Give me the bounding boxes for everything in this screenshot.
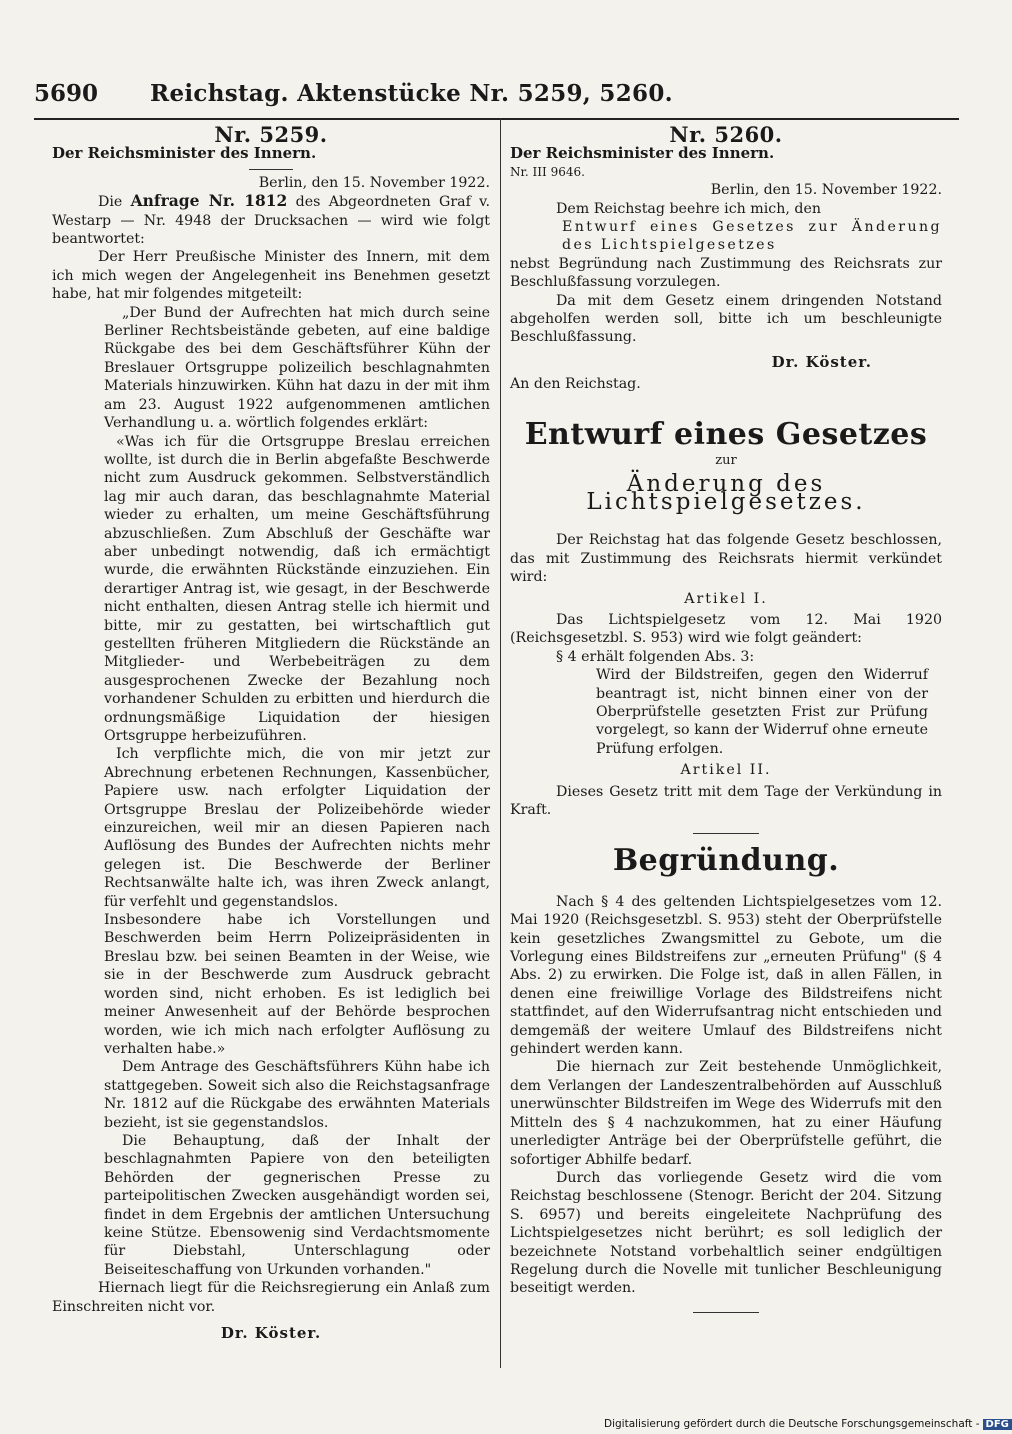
begruendung-paragraph: Die hiernach zur Zeit bestehende Unmöglichkeit, dem Verlangen der Landeszentralbehörden auf Ausschluß unerwünschter Bildstreifen im Wege des Widerrufs mit den Mitteln des § 4 nachzukommen, hat zu einer Häufung unerledigter Anträge bei der Oberprüfstelle geführt, die sofortiger Abhilfe bedarf. (510, 1059, 942, 1168)
page-number: 5690 (34, 80, 99, 107)
header-rule (34, 118, 959, 120)
article-2-heading: Artikel II. (680, 762, 772, 779)
page-header (34, 80, 679, 120)
zur-label: zur (715, 453, 737, 469)
sender: Der Reichsminister des Innern. (510, 144, 775, 163)
nr-5260-title: Nr. 5260. (669, 122, 783, 147)
dateline: Berlin, den 15. November 1922. (710, 182, 942, 199)
article-1-text: Das Lichtspielgesetz vom 12. Mai 1920 (Reichsgesetzbl. S. 953) wird wie folgt geändert: (510, 611, 942, 647)
sender: Der Reichsminister des Innern. (52, 144, 317, 163)
signature: Dr. Köster. (771, 352, 872, 371)
paragraph: Dem Reichstag beehre ich mich, den (556, 200, 822, 217)
right-column (510, 122, 942, 1327)
short-rule (249, 169, 293, 170)
left-column (52, 122, 490, 1346)
quote-paragraph: „Der Bund der Aufrechten hat mich durch seine Berliner Rechtsbeistände gebeten, auf eine baldige Rückgabe des bei dem Geschäftsführer Kühn der Breslauer Ortsgruppe polizeilich beschlagnahmten Materials hinzuwirken. Kühn hat dazu in der mit ihm am 23. August 1922 aufgenommenen amtlichen Verhandlung u. a. wörtlich folgendes erklärt: (104, 304, 490, 432)
begruendung-paragraph: Nach § 4 des geltenden Lichtspielgesetzes vom 12. Mai 1920 (Reichsgesetzbl. S. 953) steht der Oberprüfstelle kein gesetzliches Zwangsmittel zu Gebote, um die Vorlegung eines Bildstreifens zur „erneuten Prüfung" (§ 4 Abs. 2) zu erwirken. Die Folge ist, daß in allen Fällen, in denen eine freiwillige Vorlage des Bildstreifens nicht stattfindet, auf den Widerrufsantrag nicht entschieden und demgemäß der weitere Umlauf des Bildstreifens nicht gehindert werden kann. (510, 893, 942, 1058)
footer-text: Digitalisierung gefördert durch die Deutsche Forschungsgemeinschaft - (604, 1418, 980, 1430)
article-1-heading: Artikel I. (684, 590, 768, 607)
column-divider (500, 118, 501, 1368)
begruendung-heading: Begründung. (612, 843, 840, 879)
signature: Dr. Köster. (220, 1324, 322, 1342)
intro-paragraph (52, 192, 490, 248)
begruendung-paragraph: Durch das vorliegende Gesetz wird die vom Reichstag beschlossene (Stenogr. Bericht der 204. Sitzung S. 6957) und bereits eingeleitete Nachprüfung des Lichtspielgesetzes nicht berührt; es soll lediglich der bezeichnete Notstand vorbehaltlich seiner endgültigen Regelung durch die Novelle mit tunlicher Beschleunigung beseitigt werden. (510, 1169, 942, 1297)
intro-rest: des Abgeordneten Graf v. Westarp — Nr. 4948 der Drucksachen — wird wie folgt beantwortet: (52, 194, 490, 248)
article-2-text: Dieses Gesetz tritt mit dem Tage der Verkündung in Kraft. (510, 783, 942, 818)
addressee: An den Reichstag. (510, 376, 641, 393)
running-title: Reichstag. Aktenstücke Nr. 5259, 5260. (150, 80, 673, 107)
quote-paragraph: Die Behauptung, daß der Inhalt der beschlagnahmten Papiere von den beteiligten Behörden der gegnerischen Presse zu parteipolitischen Zwecken ausgehändigt worden sei, findet in dem Ergebnis der amtlichen Untersuchung keine Stütze. Ebensowenig sind Verdachtsmomente für Diebstahl, Unterschlagung oder Beiseiteschaffung von Urkunden vorhanden." (104, 1132, 490, 1278)
paragraph: nebst Begründung nach Zustimmung des Reichsrats zur Beschlußfassung vorzulegen. (510, 255, 942, 291)
paragraph: Hiernach liegt für die Reichsregierung ein Anlaß zum Einschreiten nicht vor. (52, 1280, 490, 1315)
quote-paragraph: Dem Antrage des Geschäftsführers Kühn habe ich stattgegeben. Soweit sich also die Reichstagsanfrage Nr. 1812 auf die Rückgabe des erwähnten Materials bezieht, ist sie gegenstandslos. (104, 1059, 490, 1131)
digitization-footer (604, 1418, 1012, 1430)
short-rule (693, 833, 759, 834)
dfg-logo: DFG (983, 1419, 1012, 1430)
quote-paragraph: Insbesondere habe ich Vorstellungen und Beschwerden beim Herrn Polizeipräsidenten in Breslau bzw. bei seinen Beamten in der Weise, wie sie in der Beschwerde zum Ausdruck gebracht worden sind, nicht erhoben. Es ist lediglich bei meiner Anwesenheit auf der Behörde besprochen worden, wie ich mich nach erfolgter Auflösung zu verhalten habe.» (104, 912, 490, 1057)
intro-prefix: Die (98, 194, 123, 211)
draft-title-inline: Entwurf eines Gesetzes zur Änderung des Lichtspielgesetzes (562, 219, 942, 254)
preamble: Der Reichstag hat das folgende Gesetz beschlossen, das mit Zustimmung des Reichsrats hiermit verkündet wird: (510, 532, 942, 586)
quote-paragraph: Ich verpflichte mich, die von mir jetzt zur Abrechnung erbetenen Rechnungen, Kassenbücher, Papiere usw. nach erfolgter Liquidation der Ortsgruppe Breslau der Polizeibehörde wieder einzureichen, weil mir an diesen Papieren nach Auflösung des Bundes der Aufrechten nichts mehr gelegen ist. Die Beschwerde der Berliner Rechtsanwälte halte ich, was ihren Zweck anlangt, für verfehlt und gegenstandslos. (104, 746, 490, 910)
article-1-paragraph: § 4 erhält folgenden Abs. 3: (556, 648, 755, 665)
reference-number: Nr. III 9646. (510, 164, 585, 179)
entwurf-heading: Entwurf eines Gesetzes (524, 416, 928, 452)
short-rule (693, 1312, 759, 1313)
article-1-quote: Wird der Bildstreifen, gegen den Widerruf beantragt ist, nicht binnen einer von der Oberprüfstelle gesetzten Frist zur Prüfung vorgelegt, so kann der Widerruf ohne erneute Prüfung erfolgen. (596, 667, 928, 757)
dateline: Berlin, den 15. November 1922. (258, 174, 490, 191)
anfrage-reference: Anfrage Nr. 1812 (130, 191, 288, 211)
quote-paragraph: «Was ich für die Ortsgruppe Breslau erreichen wollte, ist durch die in Berlin abgefaßte Beschwerde nicht zum Ausdruck gekommen. Selbstverständlich lag mir auch daran, das beschlagnahmte Material wieder zu erhalten, um meine Geschäftsführung abzuschließen. Zum Abschluß der Geschäfte war aber unbedingt notwendig, daß ich ermächtigt wurde, die erwähnten Rückstände einzuziehen. Ein derartiger Antrag ist, wie gesagt, in der Beschwerde nicht enthalten, diesen Antrag stelle ich hiermit und bitte, mir zu gestatten, bei wirtschaftlich gut gestellten früheren Mitgliedern die Rückstände an Mitglieder- und Werbebeiträgen zu dem ausgesprochenen Zwecke der Bezahlung noch vorhandener Schulden zu erbitten und hierdurch die ordnungsmäßige Liquidation der hiesigen Ortsgruppe herbeizuführen. (104, 433, 490, 744)
paragraph: Der Herr Preußische Minister des Innern, mit dem ich mich wegen der Angelegenheit ins Benehmen gesetzt habe, hat mir folgendes mitgeteilt: (52, 249, 490, 303)
paragraph: Da mit dem Gesetz einem dringenden Notstand abgeholfen werden soll, bitte ich um beschleunigte Beschlußfassung. (510, 292, 942, 346)
law-title: Änderung des Lichtspielgesetzes. (586, 470, 866, 515)
nr-5259-title: Nr. 5259. (214, 122, 328, 147)
